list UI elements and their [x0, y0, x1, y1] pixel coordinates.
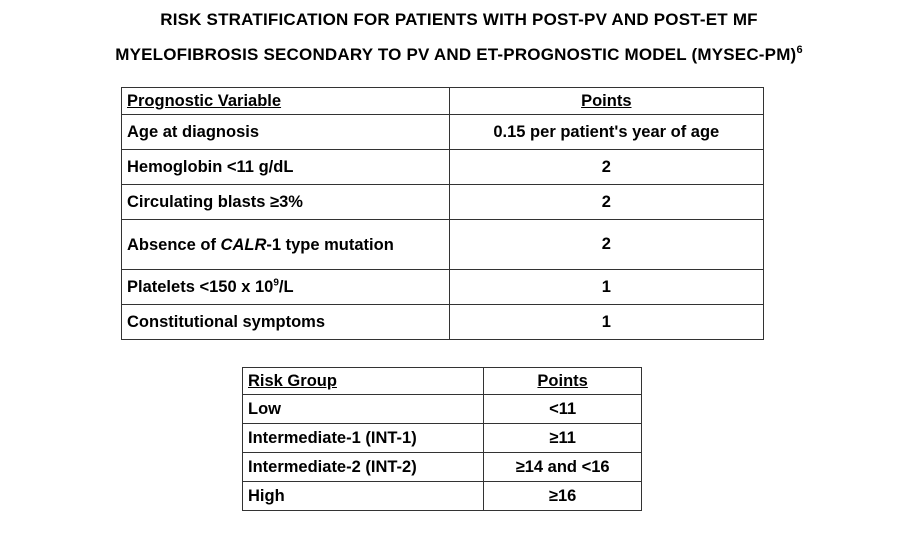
risk-group-table — [242, 367, 642, 511]
points-cell: 1 — [449, 270, 763, 305]
variable-suffix: /L — [278, 277, 294, 296]
points-cell: ≥14 and <16 — [484, 453, 642, 482]
calr-gene-name: CALR — [220, 235, 267, 254]
table-header-row — [243, 368, 642, 395]
points-cell: 1 — [449, 305, 763, 340]
prognostic-variable-table — [121, 87, 764, 340]
table-row — [243, 453, 642, 482]
variable-cell: Circulating blasts ≥3% — [122, 185, 450, 220]
title-line-1-text: RISK STRATIFICATION FOR PATIENTS WITH POST-PV AND POST-ET MF — [160, 10, 758, 29]
risk-group-cell: Low — [243, 395, 484, 424]
table-row — [122, 115, 764, 150]
risk-group-cell: Intermediate-2 (INT-2) — [243, 453, 484, 482]
variable-cell — [122, 270, 450, 305]
table-row — [243, 424, 642, 453]
table-row — [122, 305, 764, 340]
variable-cell: Age at diagnosis — [122, 115, 450, 150]
header-points: Points — [449, 88, 763, 115]
table-row — [122, 220, 764, 270]
variable-prefix: Platelets <150 x 10 — [127, 277, 274, 296]
table-header-row — [122, 88, 764, 115]
table-row — [243, 482, 642, 511]
header-points: Points — [484, 368, 642, 395]
variable-cell: Constitutional symptoms — [122, 305, 450, 340]
citation-superscript: 6 — [796, 44, 803, 56]
table-row — [243, 395, 642, 424]
risk-group-cell: High — [243, 482, 484, 511]
points-cell: ≥16 — [484, 482, 642, 511]
points-cell: <11 — [484, 395, 642, 424]
table-row — [122, 185, 764, 220]
exponent-superscript: 9 — [273, 277, 279, 288]
risk-group-cell: Intermediate-1 (INT-1) — [243, 424, 484, 453]
variable-cell — [122, 220, 450, 270]
points-cell: 2 — [449, 185, 763, 220]
points-cell: 0.15 per patient's year of age — [449, 115, 763, 150]
variable-cell: Hemoglobin <11 g/dL — [122, 150, 450, 185]
points-cell: 2 — [449, 220, 763, 270]
page-title-line-2 — [0, 45, 918, 65]
table-row — [122, 270, 764, 305]
header-risk-group: Risk Group — [243, 368, 484, 395]
variable-prefix: Absence of — [127, 235, 221, 254]
header-prognostic-variable: Prognostic Variable — [122, 88, 450, 115]
points-cell: 2 — [449, 150, 763, 185]
points-cell: ≥11 — [484, 424, 642, 453]
page-title-line-1 — [0, 10, 918, 30]
table-row — [122, 150, 764, 185]
variable-suffix: -1 type mutation — [266, 235, 394, 254]
title-line-2-text: MYELOFIBROSIS SECONDARY TO PV AND ET-PROGNOSTIC MODEL (MYSEC-PM) — [115, 45, 797, 64]
